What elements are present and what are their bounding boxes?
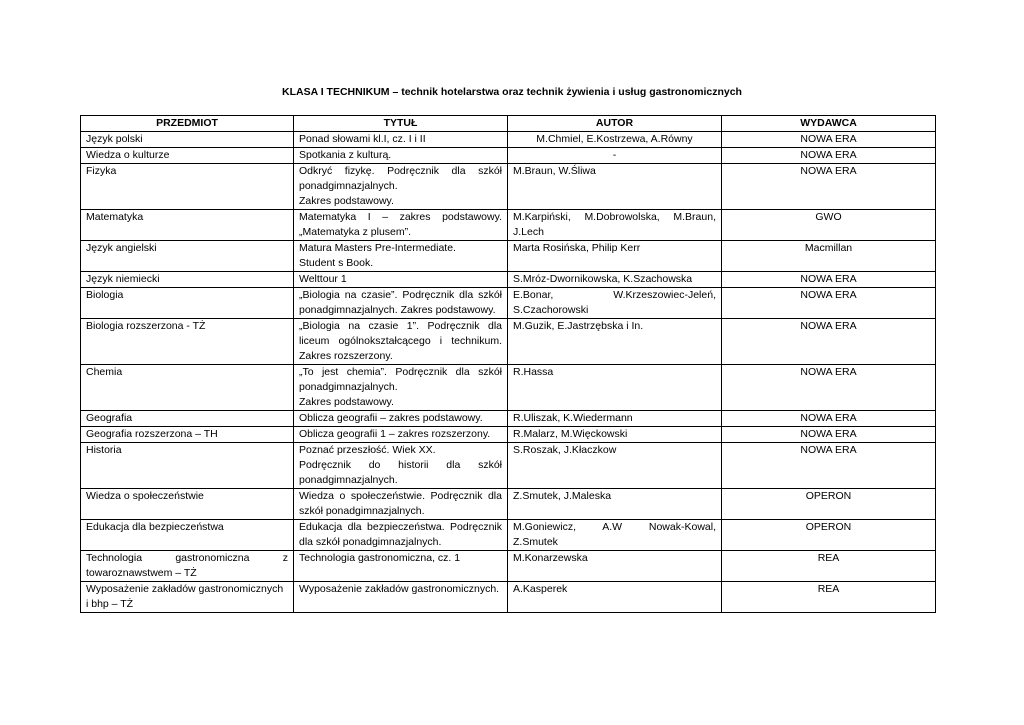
author-cell: R.Malarz, M.Więckowski — [508, 427, 722, 443]
textbook-table — [80, 115, 936, 613]
table-row — [81, 520, 936, 551]
subject-cell: Technologia gastronomiczna z towaroznawstwem – TŻ — [81, 551, 294, 582]
subject-cell: Wiedza o kulturze — [81, 148, 294, 164]
author-cell: M.Goniewicz, A.W Nowak-Kowal, Z.Smutek — [508, 520, 722, 551]
title-main: Poznać przeszłość. Wiek XX. — [299, 444, 436, 456]
table-row — [81, 288, 936, 319]
table-row — [81, 241, 936, 272]
title-cell — [294, 241, 508, 272]
publisher-cell: NOWA ERA — [722, 411, 936, 427]
header-title: TYTUŁ — [294, 116, 508, 132]
publisher-cell: GWO — [722, 210, 936, 241]
subject-cell: Edukacja dla bezpieczeństwa — [81, 520, 294, 551]
title-cell: „Biologia na czasie 1”. Podręcznik dla liceum ogólnokształcącego i technikum. Zakres rozszerzony. — [294, 319, 508, 365]
title-cell: Wiedza o społeczeństwie. Podręcznik dla szkół ponadgimnazjalnych. — [294, 489, 508, 520]
subject-cell: Wyposażenie zakładów gastronomicznych i bhp – TŻ — [81, 582, 294, 613]
subject-cell: Geografia rozszerzona – TH — [81, 427, 294, 443]
page-title: KLASA I TECHNIKUM – technik hotelarstwa oraz technik żywienia i usług gastronomicznych — [282, 86, 742, 98]
table-header-row — [81, 116, 936, 132]
publisher-cell: NOWA ERA — [722, 148, 936, 164]
publisher-cell: NOWA ERA — [722, 427, 936, 443]
table-row — [81, 319, 936, 365]
author-cell: Marta Rosińska, Philip Kerr — [508, 241, 722, 272]
table-row — [81, 551, 936, 582]
publisher-cell: NOWA ERA — [722, 365, 936, 411]
author-cell: Z.Smutek, J.Maleska — [508, 489, 722, 520]
author-cell: M.Konarzewska — [508, 551, 722, 582]
author-cell: A.Kasperek — [508, 582, 722, 613]
table-row — [81, 164, 936, 210]
title-cell — [294, 164, 508, 210]
publisher-cell: NOWA ERA — [722, 288, 936, 319]
header-subject: PRZEDMIOT — [81, 116, 294, 132]
table-row — [81, 443, 936, 489]
table-row — [81, 365, 936, 411]
subject-cell: Język niemiecki — [81, 272, 294, 288]
publisher-cell: NOWA ERA — [722, 443, 936, 489]
title-main: Odkryć fizykę. Podręcznik dla szkół ponadgimnazjalnych. — [299, 165, 502, 192]
title-cell: Matematyka I – zakres podstawowy. „Matematyka z plusem”. — [294, 210, 508, 241]
publisher-cell: NOWA ERA — [722, 319, 936, 365]
publisher-cell: NOWA ERA — [722, 132, 936, 148]
publisher-cell: REA — [722, 582, 936, 613]
publisher-cell: Macmillan — [722, 241, 936, 272]
publisher-cell: OPERON — [722, 520, 936, 551]
title-cell: Edukacja dla bezpieczeństwa. Podręcznik dla szkół ponadgimnazjalnych. — [294, 520, 508, 551]
author-cell: M.Chmiel, E.Kostrzewa, A.Równy — [508, 132, 722, 148]
title-cell: Oblicza geografii – zakres podstawowy. — [294, 411, 508, 427]
table-row — [81, 272, 936, 288]
title-main: Matura Masters Pre-Intermediate. — [299, 242, 456, 254]
subject-cell: Biologia — [81, 288, 294, 319]
publisher-cell: NOWA ERA — [722, 272, 936, 288]
table-row — [81, 427, 936, 443]
author-cell: S.Mróz-Dwornikowska, K.Szachowska — [508, 272, 722, 288]
table-row — [81, 582, 936, 613]
title-extra: Podręcznik do historii dla szkół ponadgimnazjalnych. — [299, 459, 502, 486]
author-cell: R.Uliszak, K.Wiedermann — [508, 411, 722, 427]
subject-cell: Chemia — [81, 365, 294, 411]
publisher-cell: REA — [722, 551, 936, 582]
title-cell: „Biologia na czasie”. Podręcznik dla szkół ponadgimnazjalnych. Zakres podstawowy. — [294, 288, 508, 319]
table-row — [81, 210, 936, 241]
header-publisher: WYDAWCA — [722, 116, 936, 132]
subject-cell: Fizyka — [81, 164, 294, 210]
table-row — [81, 148, 936, 164]
author-cell: S.Roszak, J.Kłaczkow — [508, 443, 722, 489]
subject-cell: Język angielski — [81, 241, 294, 272]
table-row — [81, 489, 936, 520]
author-cell: M.Braun, W.Śliwa — [508, 164, 722, 210]
author-cell: E.Bonar, W.Krzeszowiec-Jeleń, S.Czachorowski — [508, 288, 722, 319]
title-cell: Technologia gastronomiczna, cz. 1 — [294, 551, 508, 582]
title-cell: Oblicza geografii 1 – zakres rozszerzony. — [294, 427, 508, 443]
publisher-cell: NOWA ERA — [722, 164, 936, 210]
author-cell: R.Hassa — [508, 365, 722, 411]
title-cell: Welttour 1 — [294, 272, 508, 288]
table-row — [81, 411, 936, 427]
title-cell — [294, 365, 508, 411]
title-extra: Zakres podstawowy. — [299, 396, 394, 408]
subject-cell: Geografia — [81, 411, 294, 427]
title-extra: Zakres podstawowy. — [299, 195, 394, 207]
subject-cell: Biologia rozszerzona - TŻ — [81, 319, 294, 365]
author-cell: - — [508, 148, 722, 164]
table-row — [81, 132, 936, 148]
subject-cell: Wiedza o społeczeństwie — [81, 489, 294, 520]
header-author: AUTOR — [508, 116, 722, 132]
publisher-cell: OPERON — [722, 489, 936, 520]
title-cell — [294, 443, 508, 489]
author-cell: M.Karpiński, M.Dobrowolska, M.Braun, J.Lech — [508, 210, 722, 241]
subject-cell: Matematyka — [81, 210, 294, 241]
title-main: „To jest chemia”. Podręcznik dla szkół ponadgimnazjalnych. — [299, 366, 502, 393]
title-extra: Student s Book. — [299, 257, 374, 269]
title-cell: Wyposażenie zakładów gastronomicznych. — [294, 582, 508, 613]
author-cell: M.Guzik, E.Jastrzębska i In. — [508, 319, 722, 365]
title-cell: Spotkania z kulturą. — [294, 148, 508, 164]
subject-cell: Historia — [81, 443, 294, 489]
subject-cell: Język polski — [81, 132, 294, 148]
title-cell: Ponad słowami kl.I, cz. I i II — [294, 132, 508, 148]
